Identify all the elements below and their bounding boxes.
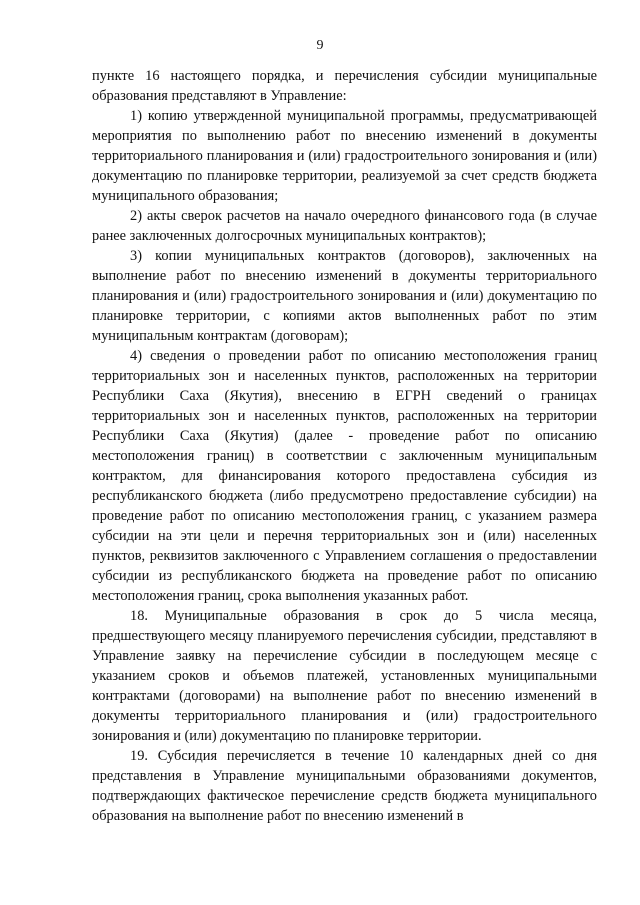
paragraph-clause-18: 18. Муниципальные образования в срок до 5 числа месяца, предшествующего месяцу планируемого перечисления субсидии, представляют в Управление заявку на перечисление субсидии в последующем месяце с указанием сроков и объемов платежей, установленных муниципальными контрактами (договорами) на выполнение работ по внесению изменений в документы территориального планирования и (или) градостроительного зонирования и (или) документацию по планировке территории. (92, 608, 597, 744)
paragraph-item-3: 3) копии муниципальных контрактов (договоров), заключенных на выполнение работ по внесению изменений в документы территориального планирования и (или) градостроительного зонирования и (или) документацию по планировке территории, с копиями актов выполненных работ по этим муниципальным контрактам (договорам); (92, 248, 597, 344)
paragraph-continuation: пункте 16 настоящего порядка, и перечисления субсидии муниципальные образования представляют в Управление: (92, 68, 597, 104)
paragraph-item-4: 4) сведения о проведении работ по описанию местоположения границ территориальных зон и населенных пунктов, расположенных на территории Республики Саха (Якутия), внесению в ЕГРН сведений о границах территориальных зон и населенных пунктов, расположенных на территории Республики Саха (Якутия) (далее - проведение работ по описанию местоположения границ) в соответствии с заключенным муниципальным контрактом, для финансирования которого предоставлена субсидия из республиканского бюджета (либо предусмотрено предоставление субсидии) на проведение работ по описанию местоположения границ, с указанием размера субсидии на эти цели и перечня территориальных зон и (или) населенных пунктов, реквизитов заключенного с Управлением соглашения о предоставлении субсидии из республиканского бюджета на проведение работ по описанию местоположения границ, срока выполнения указанных работ. (92, 348, 597, 604)
page-number: 9 (316, 38, 324, 53)
paragraph-item-1: 1) копию утвержденной муниципальной программы, предусматривающей мероприятия по выполнению работ по внесению изменений в документы территориального планирования и (или) градостроительного зонирования и (или) документацию по планировке территории, реализуемой за счет средств бюджета муниципального образования; (92, 108, 597, 204)
paragraph-item-2: 2) акты сверок расчетов на начало очередного финансового года (в случае ранее заключенных долгосрочных муниципальных контрактов); (92, 208, 597, 244)
document-body (92, 66, 597, 826)
paragraph-clause-19: 19. Субсидия перечисляется в течение 10 календарных дней со дня представления в Управление муниципальными образованиями документов, подтверждающих фактическое перечисление средств бюджета муниципального образования на выполнение работ по внесению изменений в (92, 748, 597, 824)
